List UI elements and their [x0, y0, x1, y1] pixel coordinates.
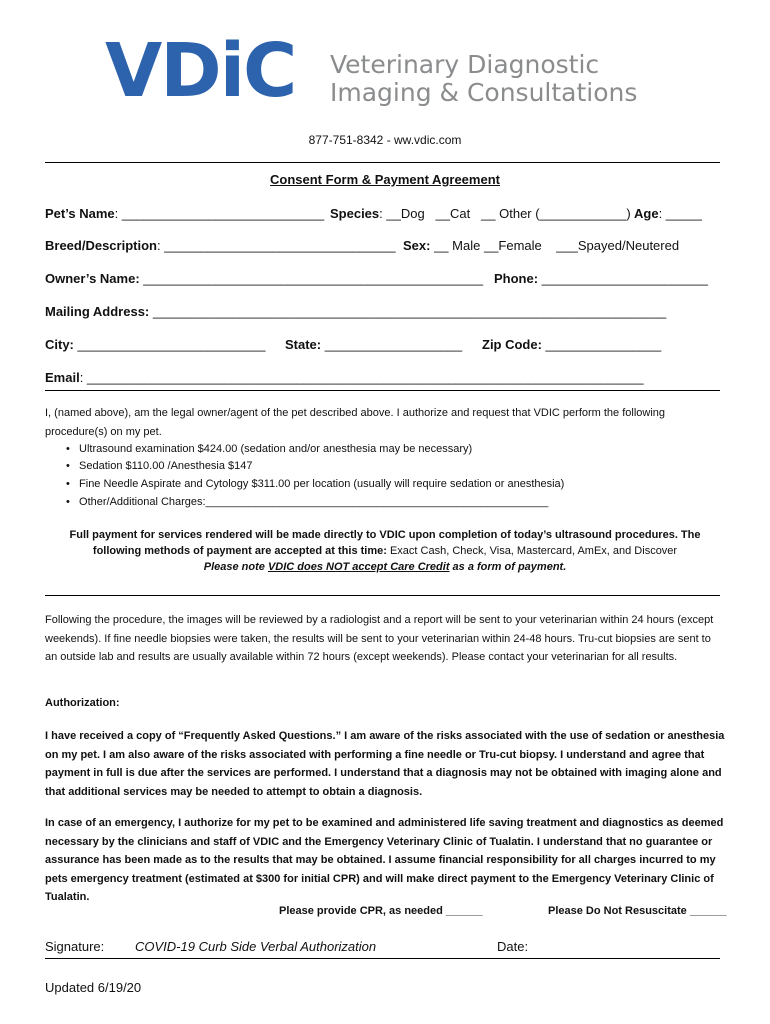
logo-mark: VDiC	[105, 28, 296, 114]
logo-line-1: Veterinary Diagnostic	[330, 50, 600, 79]
email-field[interactable]	[45, 370, 644, 385]
divider-fields	[45, 390, 720, 391]
breed-field[interactable]	[45, 238, 396, 253]
sex-label: Sex:	[403, 238, 431, 253]
state-label: State:	[285, 337, 322, 352]
city-line: __________________________	[73, 337, 266, 352]
owner-field[interactable]	[45, 271, 483, 286]
sex-field[interactable]	[403, 238, 679, 253]
procedure-text: Ultrasound examination $424.00 (sedation and/or anesthesia may be necessary)	[79, 443, 473, 455]
date-label: Date:	[497, 939, 529, 954]
species-label: Species	[330, 206, 380, 221]
zip-field[interactable]	[482, 337, 661, 352]
mailing-field[interactable]	[45, 304, 666, 319]
signature-value[interactable]: COVID-19 Curb Side Verbal Authorization	[135, 939, 377, 954]
payment-note-underline: VDIC does NOT accept Care Credit	[267, 561, 450, 573]
payment-note	[45, 559, 725, 575]
procedure-item: • Other/Additional Charges:________________________________________________________	[66, 496, 549, 508]
payment-line-2	[45, 543, 725, 559]
dnr-option[interactable]: Please Do Not Resuscitate ______	[548, 905, 727, 917]
pets-name-line: : ____________________________	[114, 206, 325, 221]
procedure-text: Other/Additional Charges:________________________________________________________	[79, 496, 549, 508]
state-field[interactable]	[285, 337, 462, 352]
signature-line	[45, 958, 720, 959]
procedure-item: • Ultrasound examination $424.00 (sedation and/or anesthesia may be necessary)	[66, 443, 473, 455]
logo-line-2: Imaging & Consultations	[330, 78, 638, 107]
owner-label: Owner’s Name:	[45, 271, 140, 286]
state-line: ___________________	[321, 337, 463, 352]
payment-methods: Exact Cash, Check, Visa, Mastercard, AmEx, and Discover	[386, 545, 678, 557]
age-field[interactable]	[634, 206, 702, 221]
sex-options: __ Male __Female ___Spayed/Neutered	[430, 238, 680, 253]
breed-label: Breed/Description	[45, 238, 157, 253]
phone-label: Phone:	[494, 271, 539, 286]
email-label: Email	[45, 370, 80, 385]
payment-line-1: Full payment for services rendered will be made directly to VDIC upon completion of today’s ultrasound procedures. The	[69, 529, 701, 541]
email-line: : _____________________________________________________________________________	[79, 370, 644, 385]
mailing-label: Mailing Address:	[45, 304, 150, 319]
payment-methods-label: following methods of payment are accepted at this time:	[92, 545, 387, 557]
payment-note-pre: Please note	[203, 561, 268, 573]
procedure-text: Fine Needle Aspirate and Cytology $311.00 per location (usually will require sedation or anesthesia)	[79, 478, 565, 490]
owner-line: _______________________________________________	[139, 271, 484, 286]
signature-label: Signature:	[45, 939, 105, 954]
form-title: Consent Form & Payment Agreement	[270, 172, 500, 187]
cpr-option[interactable]: Please provide CPR, as needed ______	[279, 905, 483, 917]
city-field[interactable]	[45, 337, 265, 352]
procedure-text: Sedation $110.00 /Anesthesia $147	[79, 460, 253, 472]
results-paragraph: Following the procedure, the images will be reviewed by a radiologist and a report will be sent to your veterinarian within 24 hours (except weekends). If fine needle biopsies were taken, the results will be sent to your veterinarian within 24-48 hours. Tru-cut biopsies are sent to an outside lab and results are usually available within 72 hours (except weekends). Please contact your veterinarian for all results.	[45, 614, 714, 663]
authorization-paragraph: I have received a copy of “Frequently Asked Questions.” I am aware of the risks associated with the use of sedation or anesthesia on my pet. I am also aware of the risks associated with performing a fine needle or Tru-cut biopsy. I understand and agree that payment in full is due after the services are performed. I understand that a diagnosis may not be obtained with imaging alone and that additional services may be needed to attempt to obtain a diagnosis.	[45, 730, 725, 798]
phone-field[interactable]	[494, 271, 708, 286]
zip-line: ________________	[541, 337, 662, 352]
divider-payment	[45, 595, 720, 596]
zip-label: Zip Code:	[482, 337, 542, 352]
breed-line: : ________________________________	[156, 238, 396, 253]
city-label: City:	[45, 337, 74, 352]
updated-date: Updated 6/19/20	[45, 980, 142, 995]
intro-paragraph: I, (named above), am the legal owner/agent of the pet described above. I authorize and request that VDIC perform the following procedure(s) on my pet.	[45, 407, 666, 438]
age-label: Age	[634, 206, 659, 221]
species-field[interactable]	[330, 206, 631, 221]
payment-note-post: as a form of payment.	[449, 561, 567, 573]
age-line: : _____	[658, 206, 702, 221]
procedure-item: • Fine Needle Aspirate and Cytology $311.00 per location (usually will require sedation or anesthesia)	[66, 478, 565, 490]
mailing-line: _______________________________________________________________________	[149, 304, 667, 319]
pets-name-label: Pet’s Name	[45, 206, 115, 221]
pets-name-field[interactable]	[45, 206, 324, 221]
procedure-item: • Sedation $110.00 /Anesthesia $147	[66, 460, 253, 472]
contact-info: 877-751-8342 - ww.vdic.com	[308, 133, 462, 147]
authorization-heading: Authorization:	[45, 697, 120, 709]
divider-top	[45, 162, 720, 163]
phone-line: _______________________	[538, 271, 708, 286]
emergency-paragraph: In case of an emergency, I authorize for my pet to be examined and administered life saving treatment and diagnostics as deemed necessary by the clinicians and staff of VDIC and the Emergency Veterinary Clinic of Tualatin. I understand that no guarantee or assurance has been made as to the results that may be obtained. I assume financial responsibility for all charges incurred to my pets emergency treatment (estimated at $300 for initial CPR) and will make direct payment to the Emergency Veterinary Clinic of Tualatin.	[45, 817, 724, 903]
species-options: : __Dog __Cat __ Other (____________)	[379, 206, 631, 221]
